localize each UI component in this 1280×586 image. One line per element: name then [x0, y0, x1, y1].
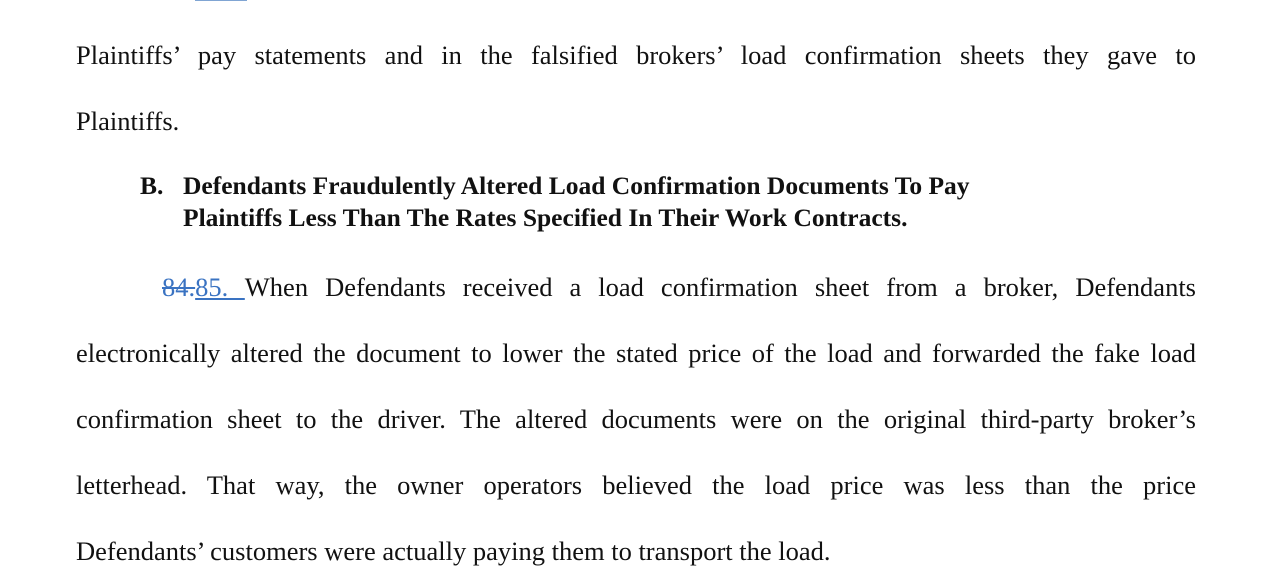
paragraph-line: Defendants’ customers were actually paying them to transport the load. — [76, 536, 831, 566]
section-letter: B. — [140, 171, 164, 200]
heading-line: Plaintiffs Less Than The Rates Specified In Their Work Contracts. — [183, 203, 908, 232]
deleted-paragraph-number: 84. — [162, 272, 196, 302]
paragraph-line: electronically altered the document to lower the stated price of the load and forwarded the fake load — [76, 338, 1196, 368]
paragraph-line: Plaintiffs’ pay statements and in the falsified brokers’ load confirmation sheets they gave to — [76, 40, 1196, 70]
paragraph-line: Plaintiffs. — [76, 106, 180, 136]
paragraph-85 — [76, 254, 1196, 584]
paragraph-first-line — [76, 254, 1196, 320]
section-heading-text — [183, 170, 970, 234]
heading-line: Defendants Fraudulently Altered Load Confirmation Documents To Pay — [183, 171, 970, 200]
paragraph-line: confirmation sheet to the driver. The altered documents were on the original third-party broker’s — [76, 404, 1196, 434]
cut-off-underline — [195, 0, 247, 1]
paragraph-first-line-text: When Defendants received a load confirmation sheet from a broker, Defendants — [244, 272, 1196, 302]
inserted-paragraph-number: 85. — [195, 272, 245, 302]
paragraph-continuation — [76, 22, 1196, 154]
paragraph-line: letterhead. That way, the owner operators believed the load price was less than the price — [76, 470, 1196, 500]
